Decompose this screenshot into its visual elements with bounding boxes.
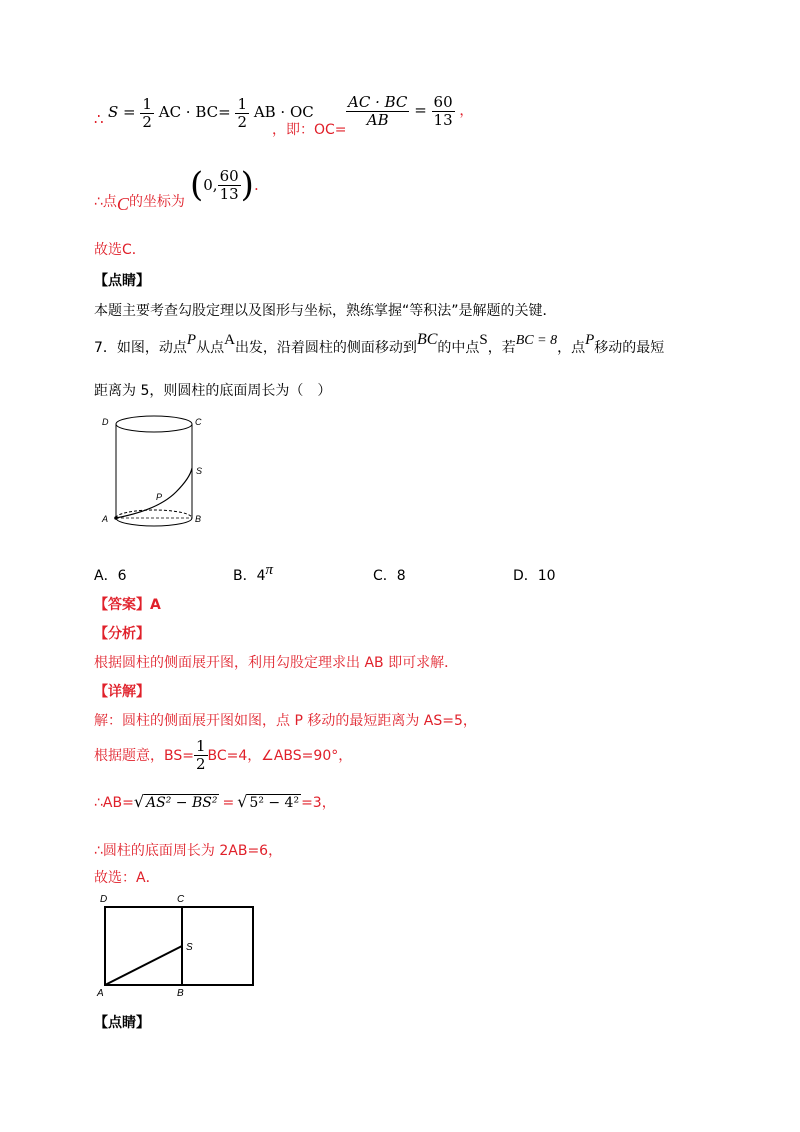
half-fraction-1 <box>140 96 154 130</box>
term-ab-oc: AB · OC <box>253 103 314 121</box>
frac-den: 2 <box>142 112 152 131</box>
half-fraction-3 <box>194 738 208 772</box>
frac-den: 13 <box>219 184 239 203</box>
area-lhs: S = <box>108 103 136 121</box>
rect-label-a: A <box>97 988 104 998</box>
rect-label-c: C <box>177 894 185 905</box>
radical-2: 5² − 4² <box>249 795 300 811</box>
rect-label-s: S <box>186 942 193 953</box>
option-b[interactable] <box>233 562 274 585</box>
coordinate-text: 的坐标为 <box>128 194 185 210</box>
frac-den: 2 <box>195 754 206 773</box>
detail-2-prefix: 根据题意，BS= <box>94 748 194 764</box>
detail-3-prefix: ∴AB= <box>94 795 134 811</box>
frac-num: 1 <box>237 95 248 113</box>
detail-3-suffix: =3， <box>301 795 336 811</box>
q7-text: 7．如图，动点 <box>94 340 187 356</box>
q7-text: 的中点 <box>437 340 480 356</box>
coord-y <box>218 168 241 202</box>
option-a[interactable]: A．6 <box>94 568 127 584</box>
detail-line-2 <box>94 738 352 772</box>
detail-heading: 【详解】 <box>94 684 150 700</box>
q7-text: 移动的最短 <box>594 340 665 356</box>
detail-2-suffix: BC=4，∠ABS=90°， <box>207 748 353 764</box>
coord-x: 0, <box>203 176 218 194</box>
frac-num: AC · BC <box>348 93 408 111</box>
oc-ratio <box>346 94 409 128</box>
detail-line-1: 解：圆柱的侧面展开图如图，点 P 移动的最短距离为 AS=5， <box>94 713 477 729</box>
frac-num: 60 <box>219 167 239 185</box>
oc-fraction <box>346 94 473 128</box>
pi-symbol: π <box>265 562 274 578</box>
detail-line-3: ∴AB=√ AS² − BS² = √ 5² − 4² =3， <box>94 792 336 811</box>
unfolded-figure <box>94 890 264 998</box>
equals: = <box>222 795 235 811</box>
answer-line: 【答案】A <box>94 597 161 613</box>
therefore-symbol: ∴ <box>94 110 104 128</box>
point-s: S <box>479 332 488 348</box>
period: . <box>253 176 259 194</box>
detail-line-5: 故选：A． <box>94 870 160 886</box>
analysis-heading: 【分析】 <box>94 626 150 642</box>
cyl-label-p: P <box>156 492 163 502</box>
option-c[interactable]: C．8 <box>373 568 406 584</box>
dianjing-text-1: 本题主要考查勾股定理以及图形与坐标，熟练掌握“等积法”是解题的关键． <box>94 303 557 319</box>
frac-num: 1 <box>142 95 152 113</box>
cyl-label-d: D <box>102 417 109 427</box>
oc-label: ，即：OC= <box>272 122 347 138</box>
frac-den: 2 <box>237 112 248 131</box>
detail-line-4: ∴圆柱的底面周长为 2AB=6， <box>94 843 283 859</box>
half-fraction-2 <box>235 96 249 130</box>
dianjing-heading-1: 【点睛】 <box>94 273 150 289</box>
rect-label-d: D <box>100 894 108 905</box>
rect-label-b: B <box>177 988 184 998</box>
cylinder-figure <box>98 410 218 530</box>
cyl-label-b: B <box>195 514 202 524</box>
q7-text: ，若 <box>487 340 516 356</box>
q7-text: 出发，沿着圆柱的侧面移动到 <box>234 340 417 356</box>
segment-bc: BC <box>416 331 438 348</box>
frac-num: 1 <box>195 737 206 755</box>
point-c-line <box>94 190 185 214</box>
question-7-line-2: 距离为 5，则圆柱的底面周长为（ ） <box>94 383 332 399</box>
term-ac-bc: AC · BC= <box>158 103 231 121</box>
bc-equals-8: BC = 8 <box>515 333 558 348</box>
point-p: P <box>585 332 595 348</box>
point-c: C <box>116 194 129 214</box>
frac-den: AB <box>366 110 389 129</box>
equation-area-line <box>94 96 104 140</box>
radical-1: AS² − BS² <box>146 795 218 811</box>
option-d[interactable]: D．10 <box>513 568 556 584</box>
choice-line: 故选C． <box>94 242 146 258</box>
coordinate-value: (0, $\frac{60}{13}$ ). <box>190 165 259 205</box>
point-a: A <box>224 332 235 348</box>
cyl-label-a: A <box>102 514 109 524</box>
analysis-text: 根据圆柱的侧面展开图，利用勾股定理求出 AB 即可求解． <box>94 655 459 671</box>
question-7-line-1 <box>94 331 665 357</box>
option-b-text: B．4 <box>233 568 266 584</box>
oc-value <box>432 94 455 128</box>
point-c-prefix: ∴点 <box>94 194 117 210</box>
q7-text: 从点 <box>196 340 225 356</box>
point-p: P <box>186 332 197 348</box>
equals: = <box>414 101 427 119</box>
frac-num: 60 <box>433 93 453 111</box>
dianjing-heading-2: 【点睛】 <box>94 1015 150 1031</box>
comma: ， <box>459 103 474 119</box>
frac-den: 13 <box>433 110 453 129</box>
cyl-label-c: C <box>195 417 202 427</box>
q7-text: ，点 <box>557 340 586 356</box>
cyl-label-s: S <box>196 466 203 476</box>
